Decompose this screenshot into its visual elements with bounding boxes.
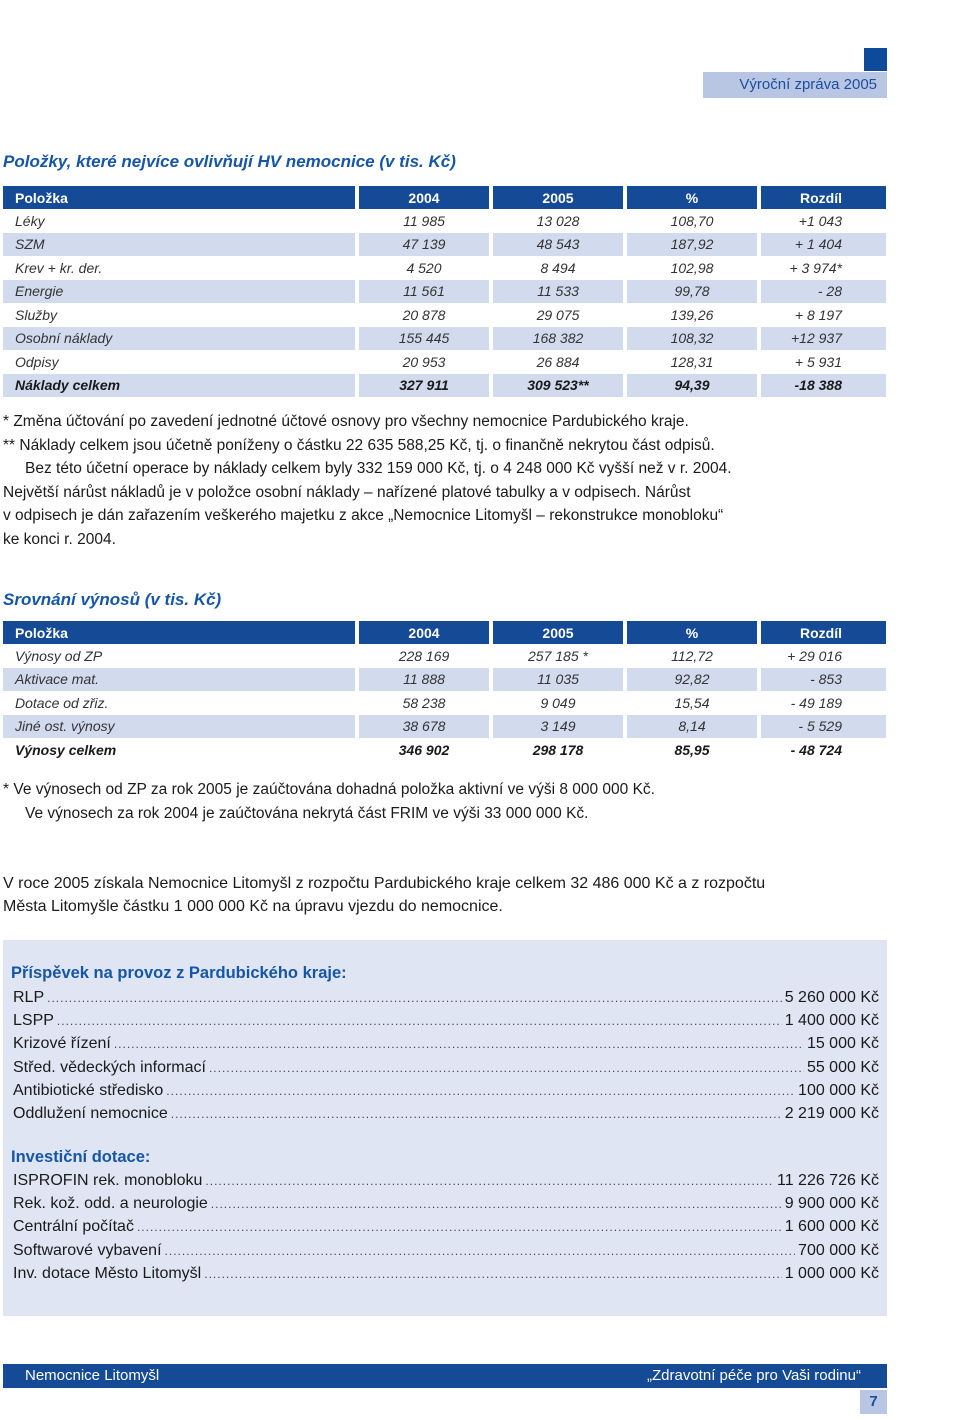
page-number: 7: [860, 1390, 887, 1414]
table-row: [3, 327, 886, 351]
revenue-notes: [3, 778, 903, 825]
footer-org: Nemocnice Litomyšl: [25, 1367, 160, 1384]
paragraph-line: V roce 2005 získala Nemocnice Litomyšl z rozpočtu Pardubického kraje celkem 32 486 000 Kč a z rozpočtu: [3, 875, 766, 892]
table-cell: - 853: [761, 668, 886, 692]
table-cell: 108,70: [627, 209, 757, 233]
table-cell: 20 878: [359, 303, 489, 327]
table-cell: 11 985: [359, 209, 489, 233]
table-row: [3, 280, 886, 304]
dot-leader: [211, 1193, 782, 1216]
dot-leader: [57, 1010, 782, 1033]
table-cell: Krev + kr. der.: [3, 256, 355, 280]
table-cell: 102,98: [627, 256, 757, 280]
table-cell: 29 075: [493, 303, 623, 327]
col-header: Rozdíl: [761, 621, 886, 644]
table-cell: 9 049: [493, 691, 623, 715]
funding-item: [13, 1102, 879, 1125]
note-line: * Změna účtování po zavedení jednotné účtové osnovy pro všechny nemocnice Pardubického kraje.: [3, 413, 689, 430]
table-cell: 8,14: [627, 715, 757, 739]
table-row: [3, 668, 886, 692]
table-cell: Aktivace mat.: [3, 668, 355, 692]
funding-item-label: Centrální počítač: [13, 1218, 134, 1236]
funding-item-amount: 1 600 000 Kč: [784, 1218, 879, 1236]
revenue-table-header: [3, 621, 886, 644]
table-cell: 99,78: [627, 280, 757, 304]
table-cell: 108,32: [627, 327, 757, 351]
table-cell: Energie: [3, 280, 355, 304]
table-cell: - 48 724: [761, 738, 886, 762]
table-cell: + 1 404: [761, 233, 886, 257]
table-cell: Odpisy: [3, 350, 355, 374]
col-header: %: [627, 621, 757, 644]
funding-item-amount: 100 000 Kč: [798, 1081, 879, 1099]
table-cell: 257 185 *: [493, 644, 623, 668]
funding-item: [13, 1215, 879, 1238]
table-cell: - 28: [761, 280, 886, 304]
table-cell: SZM: [3, 233, 355, 257]
table-cell: 187,92: [627, 233, 757, 257]
funding-item: [13, 986, 879, 1009]
table-cell: 94,39: [627, 374, 757, 398]
investment-title: Investiční dotace:: [11, 1148, 151, 1166]
costs-table: [3, 186, 886, 397]
table-cell: 309 523**: [493, 374, 623, 398]
table-cell: + 29 016: [761, 644, 886, 668]
table-row: [3, 303, 886, 327]
table-cell: - 49 189: [761, 691, 886, 715]
table-cell: Dotace od zřiz.: [3, 691, 355, 715]
dot-leader: [114, 1033, 804, 1056]
dot-leader: [205, 1170, 774, 1193]
col-header: 2004: [359, 621, 489, 644]
table-cell: 48 543: [493, 233, 623, 257]
funding-item-label: Inv. dotace Město Litomyšl: [13, 1264, 202, 1282]
funding-item-label: Oddlužení nemocnice: [13, 1105, 168, 1122]
funding-panel: [3, 940, 887, 1316]
costs-notes: [3, 410, 903, 551]
table-cell: + 8 197: [761, 303, 886, 327]
funding-item-label: Rek. kož. odd. a neurologie: [13, 1195, 208, 1213]
funding-item: [13, 1009, 879, 1032]
table-cell: +12 937: [761, 327, 886, 351]
header-square: [864, 48, 887, 71]
footer-bar: [3, 1364, 887, 1388]
table-cell: 20 953: [359, 350, 489, 374]
dot-leader: [137, 1216, 782, 1239]
funding-item: [13, 1262, 879, 1285]
table-cell: 128,31: [627, 350, 757, 374]
col-header: Položka: [3, 186, 355, 209]
col-header: %: [627, 186, 757, 209]
costs-table-header: [3, 186, 886, 209]
funding-item-label: Antibiotické středisko: [13, 1081, 164, 1099]
section1-title: Položky, které nejvíce ovlivňují HV nemocnice (v tis. Kč): [3, 152, 456, 171]
funding-item-amount: 11 226 726 Kč: [776, 1172, 879, 1189]
funding-item: [13, 1079, 879, 1102]
table-cell: 298 178: [493, 738, 623, 762]
table-cell: 11 561: [359, 280, 489, 304]
table-cell: 11 533: [493, 280, 623, 304]
table-cell: 92,82: [627, 668, 757, 692]
table-cell: 112,72: [627, 644, 757, 668]
contribution-title: Příspěvek na provoz z Pardubického kraje:: [11, 964, 347, 982]
note-line: ke konci r. 2004.: [3, 530, 116, 548]
funding-item-amount: 1 400 000 Kč: [784, 1012, 879, 1030]
table-cell: 38 678: [359, 715, 489, 739]
funding-item-label: Softwarové vybavení: [13, 1241, 162, 1259]
dot-leader: [171, 1103, 782, 1126]
table-cell: 11 035: [493, 668, 623, 692]
paragraph-line: Města Litomyšle částku 1 000 000 Kč na úpravu vjezdu do nemocnice.: [3, 898, 503, 915]
table-cell: Jiné ost. výnosy: [3, 715, 355, 739]
table-cell: 155 445: [359, 327, 489, 351]
funding-item: [13, 1169, 879, 1192]
table-row: [3, 644, 886, 668]
table-cell: Náklady celkem: [3, 374, 355, 398]
table-cell: Výnosy celkem: [3, 738, 355, 762]
summary-paragraph: [3, 872, 903, 918]
funding-item-amount: 5 260 000 Kč: [784, 989, 879, 1006]
funding-item-amount: 1 000 000 Kč: [784, 1264, 879, 1282]
funding-item: [13, 1192, 879, 1215]
dot-leader: [47, 987, 782, 1010]
table-row: [3, 715, 886, 739]
col-header: Rozdíl: [761, 186, 886, 209]
table-cell: 85,95: [627, 738, 757, 762]
footer-slogan: „Zdravotní péče pro Vaši rodinu“: [647, 1367, 861, 1384]
table-row: [3, 738, 886, 762]
note-line: Největší nárůst nákladů je v položce osobní náklady – nařízené platové tabulky a v odpisech. Nárůst: [3, 483, 691, 501]
table-row: [3, 691, 886, 715]
table-row: [3, 256, 886, 280]
funding-item: [13, 1056, 879, 1079]
table-cell: 3 149: [493, 715, 623, 739]
table-cell: 47 139: [359, 233, 489, 257]
funding-item-amount: 9 900 000 Kč: [784, 1195, 879, 1213]
dot-leader: [209, 1057, 804, 1080]
table-cell: Služby: [3, 303, 355, 327]
revenue-table: [3, 621, 886, 762]
note-line: * Ve výnosech od ZP za rok 2005 je zaúčtována dohadná položka aktivní ve výši 8 000 000 Kč.: [3, 781, 655, 798]
table-cell: 139,26: [627, 303, 757, 327]
table-cell: Osobní náklady: [3, 327, 355, 351]
table-row: [3, 374, 886, 398]
funding-item-label: RLP: [13, 989, 45, 1006]
table-row: [3, 233, 886, 257]
table-cell: +1 043: [761, 209, 886, 233]
table-cell: 11 888: [359, 668, 489, 692]
funding-item-label: Střed. vědeckých informací: [13, 1058, 206, 1076]
funding-item-label: LSPP: [13, 1012, 54, 1030]
dot-leader: [165, 1240, 796, 1263]
funding-item-label: Krizové řízení: [13, 1035, 111, 1053]
table-cell: -18 388: [761, 374, 886, 398]
table-cell: 8 494: [493, 256, 623, 280]
note-line: ** Náklady celkem jsou účetně poníženy o částku 22 635 588,25 Kč, tj. o finančně nekrytou část odpisů.: [3, 436, 715, 454]
table-cell: Léky: [3, 209, 355, 233]
table-cell: 327 911: [359, 374, 489, 398]
table-cell: + 5 931: [761, 350, 886, 374]
report-title: Výroční zpráva 2005: [703, 72, 887, 98]
table-cell: 58 238: [359, 691, 489, 715]
funding-item-amount: 700 000 Kč: [798, 1241, 879, 1259]
table-cell: 228 169: [359, 644, 489, 668]
dot-leader: [204, 1263, 781, 1286]
funding-item: [13, 1239, 879, 1262]
note-line: Bez této účetní operace by náklady celkem byly 332 159 000 Kč, tj. o 4 248 000 Kč vyšší než v r. 2004.: [25, 460, 732, 477]
table-cell: Výnosy od ZP: [3, 644, 355, 668]
col-header: 2005: [493, 621, 623, 644]
funding-item-amount: 15 000 Kč: [806, 1035, 879, 1053]
dot-leader: [166, 1080, 795, 1103]
table-cell: 26 884: [493, 350, 623, 374]
col-header: 2004: [359, 186, 489, 209]
table-cell: 4 520: [359, 256, 489, 280]
note-line: v odpisech je dán zařazením veškerého majetku z akce „Nemocnice Litomyšl – rekonstrukce monobloku“: [3, 507, 724, 524]
table-row: [3, 350, 886, 374]
table-cell: 168 382: [493, 327, 623, 351]
funding-item: [13, 1032, 879, 1055]
table-row: [3, 209, 886, 233]
col-header: 2005: [493, 186, 623, 209]
table-cell: + 3 974*: [761, 256, 886, 280]
funding-item-amount: 55 000 Kč: [806, 1058, 879, 1076]
table-cell: 13 028: [493, 209, 623, 233]
table-cell: 346 902: [359, 738, 489, 762]
table-cell: - 5 529: [761, 715, 886, 739]
section2-title: Srovnání výnosů (v tis. Kč): [3, 590, 222, 609]
funding-item-label: ISPROFIN rek. monobloku: [13, 1172, 203, 1189]
col-header: Položka: [3, 621, 355, 644]
note-line: Ve výnosech za rok 2004 je zaúčtována nekrytá část FRIM ve výši 33 000 000 Kč.: [25, 804, 589, 822]
funding-item-amount: 2 219 000 Kč: [784, 1105, 879, 1122]
table-cell: 15,54: [627, 691, 757, 715]
